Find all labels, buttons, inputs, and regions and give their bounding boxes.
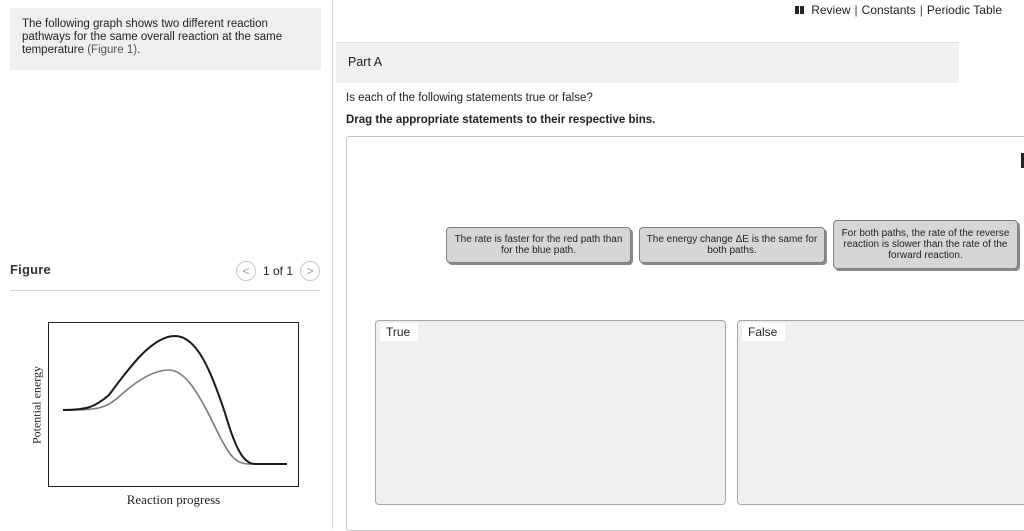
false-bin[interactable] — [737, 320, 1024, 505]
intro-text-box — [10, 8, 321, 70]
part-a-header — [336, 43, 959, 83]
periodic-table-link[interactable]: Periodic Table — [926, 3, 1002, 17]
resource-links — [795, 3, 1002, 17]
review-link[interactable]: Review — [811, 3, 851, 17]
true-bin-label: True — [380, 323, 418, 341]
figure-header — [10, 260, 320, 291]
chevron-left-icon: < — [242, 264, 250, 278]
energy-diagram — [48, 322, 299, 487]
intro-text: The following graph shows two different reaction pathways for the same overall reaction at the same temperature — [22, 18, 283, 56]
chevron-right-icon: > — [306, 264, 314, 278]
y-axis-label: Potential energy — [29, 365, 44, 445]
intro-period: . — [137, 44, 141, 56]
energy-diagram-plot — [49, 323, 300, 488]
previous-figure-button[interactable] — [236, 261, 256, 281]
figure-pager — [236, 261, 320, 281]
link-separator: | — [919, 3, 923, 17]
false-bin-label: False — [742, 323, 785, 341]
statement-chip-reverse-rate[interactable]: For both paths, the rate of the reverse reaction is slower than the rate of the forward reaction. — [833, 220, 1018, 269]
dark-reaction-path — [63, 336, 287, 464]
statement-chip-energy-change[interactable]: The energy change ΔE is the same for both paths. — [639, 227, 825, 263]
part-title: Part A — [348, 55, 383, 69]
constants-link[interactable]: Constants — [861, 3, 916, 17]
book-icon — [795, 6, 804, 14]
x-axis-label: Reaction progress — [126, 492, 221, 507]
figure-page-count: 1 of 1 — [262, 264, 293, 278]
link-separator: | — [854, 3, 858, 17]
panel-divider — [332, 0, 333, 529]
statement-chip-rate[interactable]: The rate is faster for the red path than for the blue path. — [446, 227, 631, 263]
true-bin[interactable] — [375, 320, 726, 505]
instruction-text: Drag the appropriate statements to their respective bins. — [346, 114, 656, 126]
question-text: Is each of the following statements true or false? — [346, 92, 593, 104]
figure-link[interactable]: (Figure 1) — [87, 44, 138, 56]
figure-label: Figure — [10, 262, 51, 277]
next-figure-button[interactable] — [300, 261, 320, 281]
light-reaction-path — [63, 370, 287, 464]
